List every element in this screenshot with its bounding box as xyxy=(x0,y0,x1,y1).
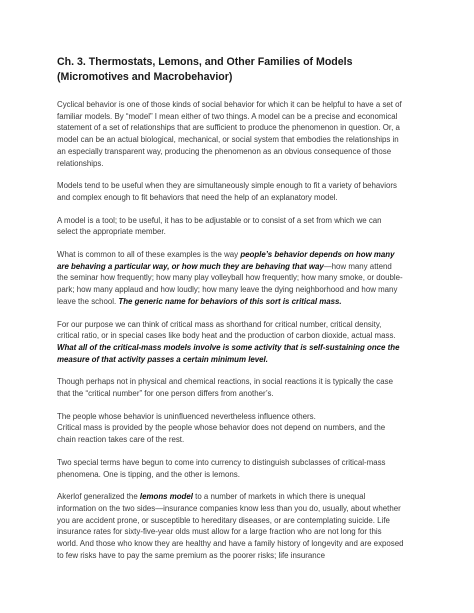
emphasized-text: lemons model xyxy=(139,492,193,502)
paragraph-7 xyxy=(57,411,404,423)
body-text: to a number of markets in which there is unequal information on the two sides—insurance companies know less than you do, usually, about whether you are accident prone, or susceptible to hereditary diseases, or are contemplating suicide. Life insurance rates for sixty-five-year olds must allow for a large fraction who are not long for this world. And those who know they are healthy and have a family history of longevity and are exposed to few risks have to pay the same premium as the poorer risks; life insurance xyxy=(57,492,404,560)
body-text: —how many attend the seminar how frequently; how many play volleyball how frequently; how many smoke, or double-park; how many applaud and how loudly; how many leave the dying neighborhood and how many leave the school. xyxy=(57,261,403,306)
body-text: A model is a tool; to be useful, it has to be adjustable or to consist of a set from which we can select the appropriate member. xyxy=(57,215,382,237)
body-text: Models tend to be useful when they are simultaneously simple enough to fit a variety of behaviors and complex enough to fit behaviors that need the help of an explanatory model. xyxy=(57,181,397,202)
paragraph-8 xyxy=(57,422,404,445)
emphasized-text: What all of the critical-mass models involve is some activity that is self-sustaining once the measure of that activity passes a certain minimum level. xyxy=(57,342,400,364)
emphasized-text: people’s behavior depends on how many are behaving a particular way, or how much they are behaving that way xyxy=(57,250,395,271)
paragraph-4 xyxy=(57,249,404,308)
paragraph-2 xyxy=(57,180,404,203)
body-text: The people whose behavior is uninfluenced nevertheless influence others. xyxy=(57,411,316,421)
paragraph-5 xyxy=(57,319,404,366)
body-text: What is common to all of these examples is the way xyxy=(57,250,241,260)
emphasized-text: The generic name for behaviors of this sort is critical mass. xyxy=(118,296,342,306)
document-body xyxy=(57,99,404,562)
body-text: Two special terms have begun to come into currency to distinguish subclasses of critical-mass phenomena. One is tipping, and the other is lemons. xyxy=(57,457,386,479)
paragraph-9 xyxy=(57,457,404,480)
body-text: Though perhaps not in physical and chemical reactions, in social reactions it is typically the case that the “critical number” for one person differs from another’s. xyxy=(57,377,393,399)
paragraph-10 xyxy=(57,491,404,561)
body-text: For our purpose we can think of critical mass as shorthand for critical number, critical density, critical ratio, or in special cases like body heat and the production of carbon dioxide, actual mass. xyxy=(57,319,396,341)
paragraph-6 xyxy=(57,376,404,399)
paragraph-1 xyxy=(57,99,404,169)
body-text: Cyclical behavior is one of those kinds of social behavior for which it can be helpful to have a set of familiar models. By “model” I mean either of two things. A model can be a precise and economical statement of a set of relationships that are sufficient to produce the phenomenon in question. Or, a model can be an actual biological, mechanical, or social system that embodies the relationships in an especially transparent way, producing the phenomenon as an obvious consequence of those relationships. xyxy=(57,100,402,168)
chapter-title: Ch. 3. Thermostats, Lemons, and Other Families of Models (Micromotives and Macrobehavior) xyxy=(57,56,353,83)
body-text: Critical mass is provided by the people whose behavior does not depend on numbers, and the chain reaction takes care of the rest. xyxy=(57,423,386,445)
body-text: Akerlof generalized the xyxy=(57,492,140,502)
paragraph-3 xyxy=(57,215,404,238)
